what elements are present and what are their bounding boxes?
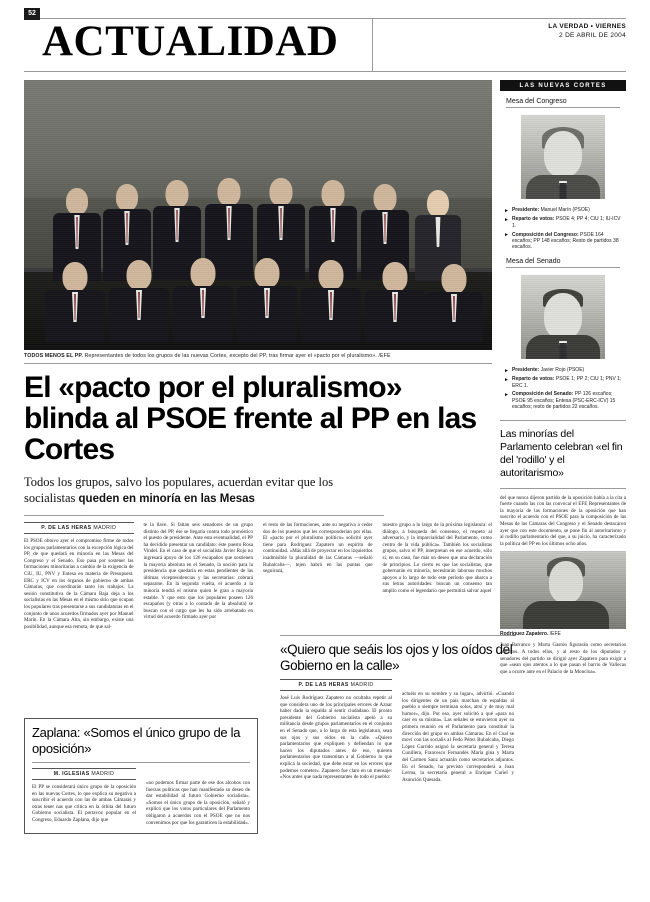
byline-place: MADRID <box>91 525 117 531</box>
rail-kicker-label: LAS NUEVAS CORTES <box>500 80 626 91</box>
fact-value: Javier Rojo (PSOE) <box>539 366 585 373</box>
photo-person-seated <box>44 262 106 340</box>
triangle-bullet-icon: ► <box>504 376 509 383</box>
fact-value: PSOE 1; PP 2; CiU 1; PNV 1; ERC 1. <box>511 376 622 389</box>
article-body-text: nuestro grupo a lo largo de la próxima legislatura: el diálogo, a búsqueda del consenso, el respeto al adversario, y la imparcialidad del Parlamento, como centro de la vida pública». También los socialistas grupos, salvo el PP, interpretan en ese acuerdo, sólo sí, en su caso, fue más un deseo que una declaración de principios. Lo cierto es que las socialistas, que gobernarán en minoría, necesitarán laborsus muchos apoyos a lo largo de todo este período que abarca a sus letras autoridades: buscan un consenso tan amplio como el legendario que permitirá salvar aquel <box>382 522 492 594</box>
fact-item <box>504 391 624 410</box>
fact-label: Reparto de votos: <box>511 376 555 383</box>
fact-item <box>504 232 624 251</box>
photo-person-seated <box>300 260 362 340</box>
fact-item <box>504 367 624 374</box>
article-body-text: El PSOE obtuvo ayer el compromiso firme de todos los grupos parlamentarios con la excepción lógica del PP, de que quedará en minoría en las Mesas del Congreso y el Senado. Eso pasa por sostener las formaciones minoritarias a cambio de la exigencia de CiU, IU, PNV y Entesa en materia de Presupuest. ERC y ICV en los órganos de gobierno de ambas Cámaras, que coordinarán tanto los trabajos. La sesión constitutiva de la Cámara Baja deja a los socialistas en las Mesas en el mismo sitio que ocupan los populares tras presentarse a sus candidaturas en el conjunto de unos acuerdos firmados ayer por Manuel Marín. En la Cámara Alta, sin embargo, existe una posibilidad, aunque esa remota, de que sal- <box>24 538 134 630</box>
byline-place: MADRID <box>89 771 115 777</box>
caption-credit: /EFE <box>548 631 561 638</box>
photo-person-seated <box>108 260 170 340</box>
zaplana-headline: Zaplana: «Somos el único grupo de la oposición» <box>32 725 241 756</box>
subhead-bold-text: queden en minoría en las Mesas <box>78 492 255 505</box>
caption-label: Rodríguez Zapatero. <box>500 631 549 638</box>
zaplana-article-columns <box>32 768 250 826</box>
main-headline: El «pacto por el pluralismo» blinda al PSOE frente al PP en las Cortes <box>24 371 477 466</box>
zapatero-article-columns <box>280 679 514 783</box>
congress-facts-list <box>504 207 624 251</box>
masthead-vertical-rule <box>372 19 373 71</box>
zaplana-byline <box>32 768 136 780</box>
fact-value: PSOE 4; PP 4; CiU 1; IU-ICV 1. <box>511 216 621 229</box>
triangle-bullet-icon: ► <box>504 367 509 374</box>
zaplana-article <box>24 710 258 834</box>
main-article-columns <box>24 522 492 630</box>
fact-label: Composición del Senado: <box>511 391 574 398</box>
senate-president-photo <box>521 275 605 359</box>
byline-author: M. IGLESIAS <box>53 771 90 777</box>
rail-divider-rule-2 <box>500 488 626 489</box>
rail-divider-rule <box>500 420 626 421</box>
triangle-bullet-icon: ► <box>504 232 509 239</box>
zapatero-column-2 <box>402 679 514 783</box>
zaplana-column-1 <box>32 768 136 826</box>
zapatero-byline <box>280 679 392 691</box>
lead-photo <box>24 80 492 350</box>
zapatero-article <box>280 635 514 783</box>
fact-label: Presidente: <box>511 207 540 213</box>
subhead-rule <box>24 515 384 516</box>
congress-label-rule <box>506 107 620 108</box>
fact-value: PP 126 escaños; PSOE 95 escaños; Entesa (PSC-ERC-ICV) 15 escaños; resto de partidos 22 escaños. <box>511 391 616 411</box>
fact-value: PSOE 164 escaños; PP 148 escaños; Resto de partidos 38 escaños. <box>511 231 619 251</box>
caption-body-text: Representantes de todos los grupos de las nuevas Cortes, excepto del PP, tras firmar ayer el «pacto por el pluralismo». /EFE <box>82 353 391 359</box>
publication-name-and-day: LA VERDAD • VIERNES <box>548 23 626 30</box>
lead-photo-caption <box>24 350 492 360</box>
quote-top-rule <box>280 635 514 636</box>
article-column-2 <box>144 522 254 630</box>
photo-person-seated <box>424 264 484 340</box>
fact-label: Reparto de votos: <box>511 216 555 223</box>
section-title: ACTUALIDAD <box>42 18 339 65</box>
rail-bottom-body-text: Juan Barranco y Marta Gastón figurarán como secretarios adjuntos. A todos ellos, y al resto de los diputados y senadores del partido se dirigió ayer Zapatero para exigir a que «sean ojos atentos a lo que pasan el barrio de Vallecas que a ocurre ante en el Palacio de la Moncloa». <box>500 642 626 675</box>
photo-grain-overlay <box>500 551 626 629</box>
zapatero-body-text: José Luis Rodríguez Zapatero no ocultaba repetir al que considera uno de los principales errores de Aznar haber dado la espalda al sentir ciudadano. El pronto presidente del Gobierno socialista apeló a su militancia desde grupos parlamentarios en el conjunto en el Senado que, a lo largo de esta legislatura, sean sus ojos y sus oídos en la calle. «Quiero parlamentarios que expliquen y defiendan lo que hacen los diputados antes de eso, quieren parlamentarios que transmitan a al Gobierno lo que explica la sociedad, que debe estar en los errores que podemos cometer». Zapatero fue claro en un mensaje: «Nos antes que nada representantes de todo el pueblo: <box>280 695 392 781</box>
masthead-bottom-rule <box>24 71 626 72</box>
publication-date: 2 DE ABRIL DE 2004 <box>559 32 626 39</box>
fact-item <box>504 207 624 214</box>
page-folio-number: 52 <box>24 8 40 20</box>
senate-section-label: Mesa del Senado <box>506 257 561 265</box>
minorities-body-text: del que nunca dijeron partido de la oposición había a la cita a fuerte cuando las con las convocar el EFE Representantes de la mayoría de las formaciones de la oposición que han suscrito el acuerdo con el PSOE para la composición de las Mesas de las Cámaras del Congreso y el Senado destacaron ayer que con este documento, se pone fin al autoritarismo y al rodillo parlamentario del que, a su juicio, ha caracterizado la política del PP en los últimos ocho años. <box>500 494 626 547</box>
photo-person-seated <box>364 262 426 340</box>
zaplana-column-2 <box>146 768 250 826</box>
byline-author: P. DE LAS HERAS <box>298 682 349 688</box>
zapatero-photo <box>500 551 626 629</box>
caption-rule <box>24 363 492 364</box>
masthead <box>0 0 650 72</box>
zapatero-column-1 <box>280 679 392 783</box>
zaplana-rule <box>32 762 250 763</box>
masthead-meta <box>548 22 626 40</box>
congress-president-photo <box>521 115 605 199</box>
zaplana-body-text: El PP se considerará único grupo de la oposición en las nuevas Cortes, lo que explica su negativa a suscribir el acuerdo con las de ambas Cámaras y otras tener nas que critica en la órbita del futuro Gobierno socialista. El portavoz popular en el Congreso, Eduardo Zaplana, dijo que <box>32 784 136 823</box>
photo-person-seated <box>236 258 298 340</box>
triangle-bullet-icon: ► <box>504 207 509 214</box>
article-column-4 <box>383 522 493 630</box>
senate-label-rule <box>506 267 620 268</box>
photo-grain-overlay <box>521 115 605 199</box>
photo-person-seated <box>172 258 234 340</box>
fact-value: Manuel Marín (PSOE) <box>539 207 590 213</box>
photo-grain-overlay <box>521 275 605 359</box>
article-column-1 <box>24 522 134 630</box>
zaplana-body-text: «no podemos firmar parte de ese dos alcobos con fuerzas políticas que han manifestado su deseo de dar estabilidad al futuro Gobierno socialista». «Somos el único grupo de la oposición, señaló y explicó que los votos particulares del Parlamento obligaron a acuerdos con el PSOE que no nos convenimos por que los garanticen la estabilidad». <box>146 780 250 826</box>
article-column-3 <box>263 522 373 630</box>
subhead-plain-text: Todos los grupos, salvo los populares, acuerdan evitar que los socialistas <box>24 475 334 505</box>
right-rail <box>500 80 626 675</box>
zapatero-quote-headline: «Quiero que seáis los ojos y los oídos del Gobierno en la calle» <box>280 642 513 673</box>
triangle-bullet-icon: ► <box>504 217 509 224</box>
article-body-text: el resto de las formaciones, ante su negativa a ceder dos de los puestos que les corresponderían por ellas. El «pacto por el pluralismo político» solicitó ayer tiene para Rodríguez Zapatero un espíritu de continuidad. «Más allá de proyectar en los izquierdos inadmisible la pluralidad de las Cámaras —señaló Rubalcaba—, tejen habrá en las puntas que seguirazá, <box>263 522 373 575</box>
minorities-headline: Las minorías del Parlamento celebran «el fin del 'rodillo' y el autoritarismo» <box>500 427 623 479</box>
main-byline <box>24 522 134 534</box>
fact-item <box>504 376 624 389</box>
caption-lead-label: TODOS MENOS EL PP. <box>24 353 83 359</box>
zaplana-box <box>24 718 258 834</box>
article-body-text: te la llave. Si faltan seis senadores de un grupo distinto del PP, ése se llegaría contra todo pronóstico el puesto de presidente. Ante esta eventualidad, el PP ha decidido presentar un candidato: éste puesto Rosa Vindel. En el caso de que el socialista Javier Rojo no ingresará apoyo de los 126 escapaños que sostienen la mayoría absoluta en el Senado, la unción para la presidencia que quedaría en estas pendientes de las últimas vicepresidencias y las secretarías: cobrará separarse. En la segunda vuelta, el acuerdo a la minoría tendrá el mismo quien le gran a mayoría estable. Y que esto que los populares poseen 126 escapaños (y otras a lo contado de la absoluta) se buscan con el cargo que les ha sido arrebatado en virtud del acuerdo firmado ayer por <box>143 522 253 621</box>
fact-label: Presidente: <box>511 366 540 373</box>
byline-place: MADRID <box>348 682 374 688</box>
main-subhead <box>24 475 384 507</box>
fact-label: Composición del Congreso: <box>511 231 579 238</box>
main-article-block <box>24 80 492 630</box>
fact-item <box>504 216 624 229</box>
triangle-bullet-icon: ► <box>504 392 509 399</box>
byline-author: P. DE LAS HERAS <box>41 525 92 531</box>
zapatero-photo-caption <box>500 631 626 638</box>
zapatero-body-text: actuéis en su nombre y su lugar», advirtió. «Cuando los dirigentes de un país marchan de espaldas al pueblo o siempre terminan solos, atrsí y de muy mal humor», dijo. Por eso, ayer solicitó a qué «para no caer en su misma». Las señales se estuvieron ayer su primera reunión en el Parlamento para constituir la dirección del grupo en ambas Cámaras. En el Cual se moví con las socialis al Fedo Pérez Rubalcaba, Diego López Garrido asignó la secretaría general y Teresa Cunillera, Francesco Fernandés María gina y Marta del Carmen Sanz actuarán como secretarios adjuntos. En el Senado, ha previsto corresponderá a Joan Lerma, la secretaría general a Enrique Curiel y Asunción Quesada. <box>402 691 514 783</box>
senate-facts-list <box>504 367 624 411</box>
congress-section-label: Mesa del Congreso <box>506 98 567 105</box>
